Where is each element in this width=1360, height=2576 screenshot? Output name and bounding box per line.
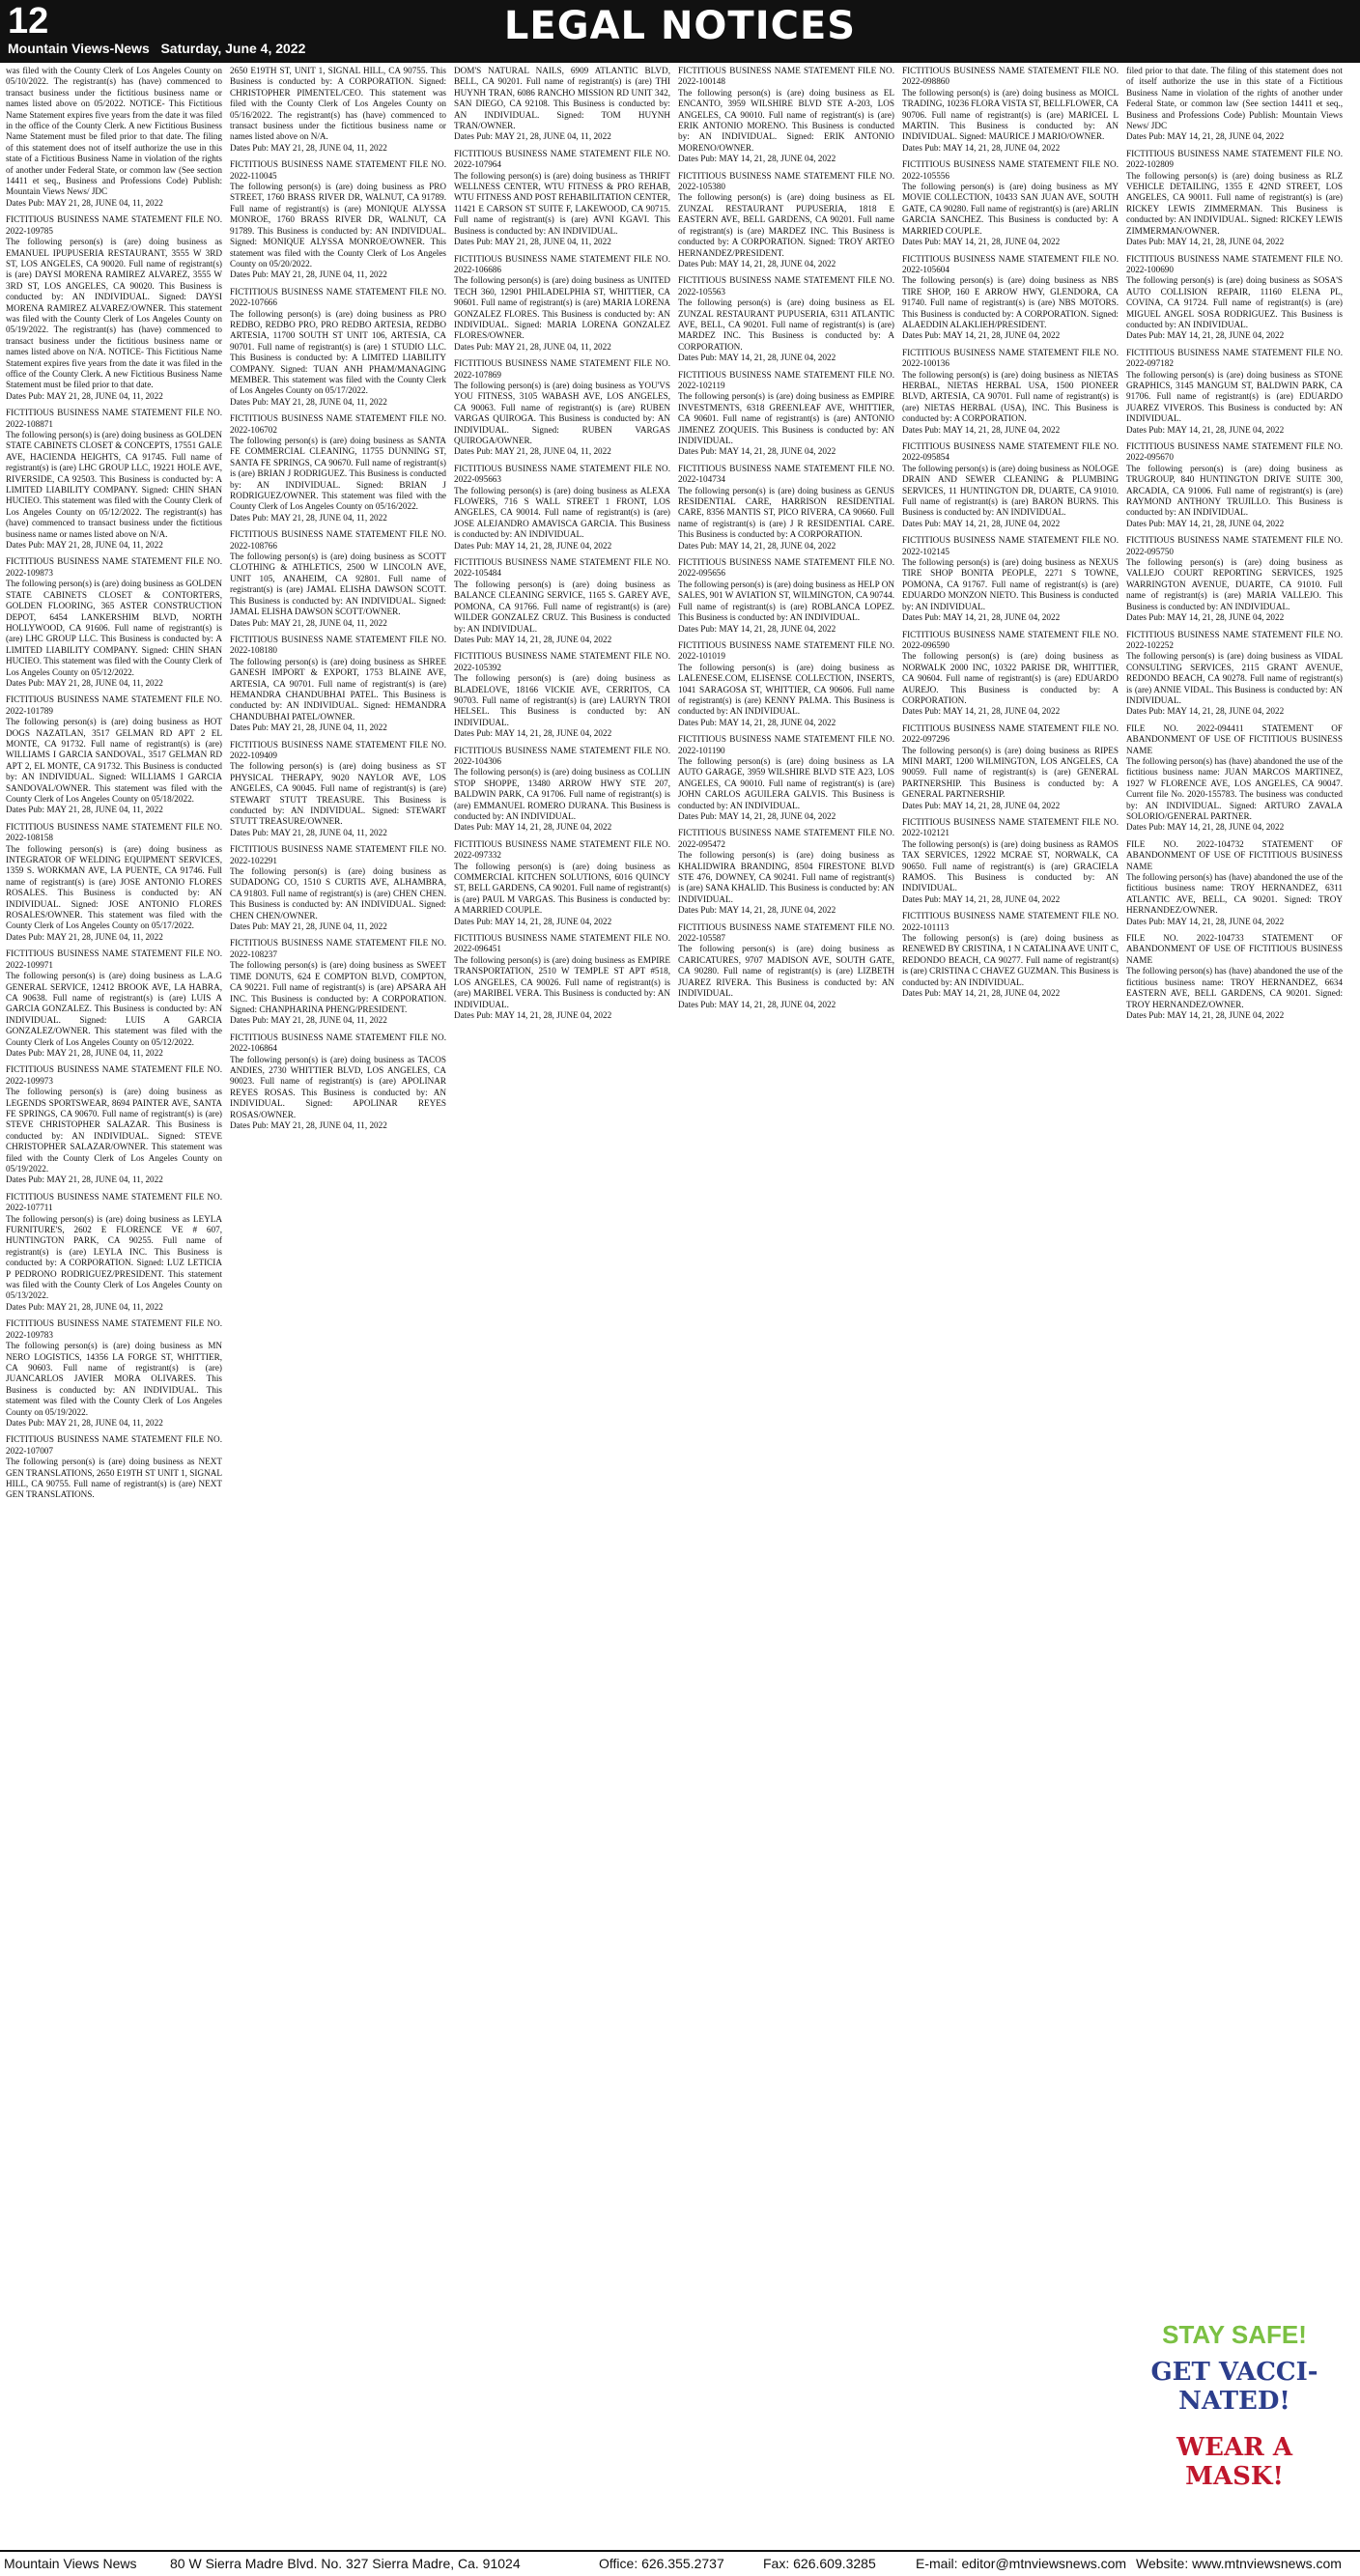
mask-line-1: WEAR A bbox=[1176, 2433, 1293, 2463]
legal-notice bbox=[1126, 254, 1343, 342]
notice-heading: FICTITIOUS BUSINESS NAME STATEMENT FILE NO. 2022-104734 bbox=[678, 463, 894, 485]
notice-heading: FICTITIOUS BUSINESS NAME STATEMENT FILE NO. 2022-109409 bbox=[230, 739, 446, 760]
legal-notice bbox=[230, 635, 446, 734]
notice-heading: FICTITIOUS BUSINESS NAME STATEMENT FILE NO. 2022-106702 bbox=[230, 413, 446, 435]
footer-office: Office: 626.355.2737 bbox=[599, 2556, 724, 2571]
legal-notice bbox=[454, 651, 670, 739]
notice-heading: FICTITIOUS BUSINESS NAME STATEMENT FILE NO. 2022-096451 bbox=[454, 933, 670, 954]
vaccinated-line-1: GET VACCI- bbox=[1150, 2358, 1318, 2388]
notice-body: The following person(s) is (are) doing business as STONE GRAPHICS, 3145 MANGUM ST, BALDWIN PARK, CA 91706. Full name of registrant(s) is (are) EDUARDO JUAREZ VIVEROS. This Business is conducted by: AN INDIVIDUAL. Dates Pub: MAY 14, 21, 28, JUNE 04, 2022 bbox=[1126, 369, 1343, 435]
legal-notice bbox=[678, 275, 894, 363]
notice-heading: FICTITIOUS BUSINESS NAME STATEMENT FILE NO. 2022-105563 bbox=[678, 275, 894, 297]
notice-body: DOM'S NATURAL NAILS, 6909 ATLANTIC BLVD, BELL, CA 90201. Full name of registrant(s) is (are) THI HUYNH TRAN, 6086 RANCHO MISSION RD UNIT 342, SAN DIEGO, CA 92108. This Business is conducted by: AN INDIVIDUAL. Signed: TOM HUYNH TRAN/OWNER. Dates Pub: MAY 21, 28, JUNE 04, 11, 2022 bbox=[454, 66, 670, 142]
footer-email: E-mail: editor@mtnviewsnews.com bbox=[916, 2556, 1127, 2571]
notice-heading: FICTITIOUS BUSINESS NAME STATEMENT FILE NO. 2022-105604 bbox=[902, 253, 1119, 274]
notice-heading: FICTITIOUS BUSINESS NAME STATEMENT FILE NO. 2022-095750 bbox=[1126, 535, 1343, 556]
legal-notice bbox=[678, 828, 894, 916]
notice-heading: FICTITIOUS BUSINESS NAME STATEMENT FILE NO. 2022-105392 bbox=[454, 651, 670, 672]
notice-heading: FICTITIOUS BUSINESS NAME STATEMENT FILE NO. 2022-108180 bbox=[230, 634, 446, 656]
footer-fax: Fax: 626.609.3285 bbox=[763, 2556, 876, 2571]
notice-body: The following person(s) is (are) doing business as SANTA FE COMMERCIAL CLEANING, 11755 DUNNING ST, SANTA FE SPRINGS, CA 90670. Full name of registrant(s) is (are) BRIAN J RODRIGUEZ. This Business is conducted by: AN INDIVIDUAL. Signed: BRIAN J RODRIGUEZ/OWNER. This statement was filed with the County Clerk of Los Angeles County on 05/16/2022. Dates Pub: MAY 21, 28, JUNE 04, 11, 2022 bbox=[230, 436, 446, 523]
notice-body: The following person(s) is (are) doing business as L.A.G GENERAL SERVICE, 12412 BROOK AVE, LA HABRA, CA 90638. Full name of registrant(s) is (are) LUIS A GARCIA GONZALEZ. This Business is conducted by: AN INDIVIDUAL. Signed: LUIS A GARCIA GONZALEZ/OWNER. This statement was filed with the County Clerk of Los Angeles County on 05/12/2022. Dates Pub: MAY 21, 28, JUNE 04, 11, 2022 bbox=[6, 971, 222, 1058]
legal-notice bbox=[230, 287, 446, 408]
column-6 bbox=[1126, 66, 1343, 2548]
legal-notice bbox=[6, 694, 222, 815]
notice-heading: FICTITIOUS BUSINESS NAME STATEMENT FILE NO. 2022-105380 bbox=[678, 170, 894, 192]
notice-heading: FICTITIOUS BUSINESS NAME STATEMENT FILE NO. 2022-106686 bbox=[454, 253, 670, 274]
section-title: LEGAL NOTICES bbox=[503, 4, 857, 48]
notice-heading: FICTITIOUS BUSINESS NAME STATEMENT FILE NO. 2022-108871 bbox=[6, 408, 222, 429]
legal-notice bbox=[902, 66, 1119, 154]
legal-notice bbox=[6, 1434, 222, 1500]
legal-notice bbox=[454, 933, 670, 1021]
masthead-line bbox=[8, 41, 305, 56]
legal-notice bbox=[6, 66, 222, 209]
notice-heading: FICTITIOUS BUSINESS NAME STATEMENT FILE NO. 2022-109785 bbox=[6, 214, 222, 236]
notice-heading: FICTITIOUS BUSINESS NAME STATEMENT FILE NO. 2022-101019 bbox=[678, 639, 894, 662]
notice-body: The following person(s) is (are) doing business as EL ZUNZAL RESTAURANT PUPUSERIA, 1818 E EASTERN AVE, BELL GARDENS, CA 90201. Full name of registrant(s) is (are) MARDEZ INC. This Business is conducted by: A CORPORATION. Signed: TROY ARTEO HERNANDEZ/PRESIDENT. Dates Pub: MAY 14, 21, 28, JUNE 04, 2022 bbox=[678, 192, 894, 269]
legal-notice bbox=[678, 66, 894, 165]
notice-heading: FICTITIOUS BUSINESS NAME STATEMENT FILE NO. 2022-097182 bbox=[1126, 347, 1343, 369]
notice-body: filed prior to that date. The filing of this statement does not of itself authorize the use in this state of a Fictitious Business Name in violation of the rights of another under Federal State, or common law (See section 14411 et seq., Business and Professions Code) Publish: Mountain Views News/ JDC Dates Pub: MAY 14, 21, 28, JUNE 04, 2022 bbox=[1126, 66, 1343, 142]
legal-notice bbox=[6, 948, 222, 1059]
notice-heading: FICTITIOUS BUSINESS NAME STATEMENT FILE NO. 2022-097296 bbox=[902, 722, 1119, 745]
notice-body: The following person(s) is (are) doing business as ALEXA FLOWERS, 716 S WALL STREET 1 FRONT, LOS ANGELES, CA 90014. Full name of registrant(s) is (are) JOSE ALEJANDRO AMAVISCA GARCIA. This Business is conducted by: AN INDIVIDUAL. Dates Pub: MAY 14, 21, 28, JUNE 04, 2022 bbox=[454, 485, 670, 551]
notice-body: The following person(s) is (are) doing business as SWEET TIME DONUTS, 624 E COMPTON BLVD, COMPTON, CA 90221. Full name of registrant(s) is (are) APSARA AH INC. This Business is conducted by: A CORPORATION. Signed: CHANPHARINA PHENG/PRESIDENT. Dates Pub: MAY 21, 28, JUNE 04, 11, 2022 bbox=[230, 960, 446, 1026]
legal-notice bbox=[6, 1064, 222, 1185]
notice-body: The following person(s) is (are) doing business as EMANUEL IPUPUSERIA RESTAURANT, 3555 W 3RD ST, LOS ANGELES, CA 90020. Full name of registrant(s) is (are) DAYSI MORENA RAMIREZ ALVAREZ, 3555 W 3RD ST, LOS ANGELES, CA 90020. This Business is conducted by: AN INDIVIDUAL. Signed: DAYSI MORENA RAMIREZ ALVAREZ/OWNER. This statement was filed with the County Clerk of Los Angeles County on 05/19/2022. The registrant(s) has (have) commenced to transact business under the fictitious business name or names listed above on N/A. NOTICE- This Fictitious Name Statement expires five years from the date it was filed in the office of the County Clerk. A new Fictitious Business Name Statement must be filed prior to that date. Dates Pub: MAY 21, 28, JUNE 04, 11, 2022 bbox=[6, 237, 222, 401]
notice-heading: FICTITIOUS BUSINESS NAME STATEMENT FILE NO. 2022-104306 bbox=[454, 745, 670, 766]
legal-notice bbox=[678, 464, 894, 552]
notice-heading: FICTITIOUS BUSINESS NAME STATEMENT FILE NO. 2022-102145 bbox=[902, 535, 1119, 556]
notice-body: The following person(s) is (are) doing business as ST PHYSICAL THERAPY, 9020 NAYLOR AVE, LOS ANGELES, CA 90045. Full name of registrant(s) is (are) STEWART STUTT TREASURE. This Business is conducted by: AN INDIVIDUAL. Signed: STEWART STUTT TREASURE/OWNER. Dates Pub: MAY 21, 28, JUNE 04, 11, 2022 bbox=[230, 761, 446, 837]
notice-body: The following person(s) is (are) doing business as TRUGROUP, 840 HUNTINGTON DRIVE SUITE 300, ARCADIA, CA 91006. Full name of registrant(s) is (are) RAYMOND ANTHONY TRUJILLO. This Business is conducted by: AN INDIVIDUAL. Dates Pub: MAY 14, 21, 28, JUNE 04, 2022 bbox=[1126, 463, 1343, 528]
legal-notice bbox=[454, 66, 670, 143]
notice-body: The following person(s) is (are) doing business as CARICATURES, 9707 MADISON AVE, SOUTH GATE, CA 90280. Full name of registrant(s) is (are) LIZBETH JUAREZ RIVERA. This Business is conducted by: AN INDIVIDUAL. Dates Pub: MAY 14, 21, 28, JUNE 04, 2022 bbox=[678, 944, 894, 1009]
notice-body: The following person(s) is (are) doing business as NIETAS HERBAL, NIETAS HERBAL USA, 1500 PIONEER BLVD, ARTESIA, CA 90701. Full name of registrant(s) is (are) NIETAS HERBAL (USA), INC. This Business is conducted by: A CORPORATION. Dates Pub: MAY 14, 21, 28, JUNE 04, 2022 bbox=[902, 369, 1119, 435]
notice-body: The following person(s) is (are) doing business as GOLDEN STATE CABINETS CLOSET & CONCEPTS, 17551 GALE AVE, HACIENDA HEIGHTS, CA 91745. Full name of registrant(s) is (are) LHC GROUP LLC, 19221 HOLE AVE, RIVERSIDE, CA 92503. This Business is conducted by: A LIMITED LIABILITY COMPANY. Signed: CHIN SHAN HUCIEO. This statement was filed with the County Clerk of Los Angeles County on 05/12/2022. The registrant(s) has (have) commenced to transact business under the fictitious business name or names listed above on N/A. Dates Pub: MAY 21, 28, JUNE 04, 11, 2022 bbox=[6, 430, 222, 551]
notice-body: The following person(s) is (are) doing business as RIPES MINI MART, 1200 WILMINGTON, LOS ANGELES, CA 90059. Full name of registrant(s) is (are) GENERAL PARTNERSHIP. This Business is conducted by: A GENERAL PARTNERSHIP. Dates Pub: MAY 14, 21, 28, JUNE 04, 2022 bbox=[902, 745, 1119, 810]
legal-notice bbox=[902, 817, 1119, 905]
legal-notice bbox=[6, 214, 222, 402]
legal-notice bbox=[454, 839, 670, 927]
legal-notice bbox=[1126, 441, 1343, 529]
notice-heading: FICTITIOUS BUSINESS NAME STATEMENT FILE NO. 2022-107666 bbox=[230, 286, 446, 308]
notice-body: The following person(s) is (are) doing business as LA AUTO GARAGE, 3959 WILSHIRE BLVD STE A23, LOS ANGELES, CA 90010. Full name of registrant(s) is (are) JOHN CARLOS AGUILERA GALVIS. This Business is conducted by: AN INDIVIDUAL. Dates Pub: MAY 14, 21, 28, JUNE 04, 2022 bbox=[678, 755, 894, 821]
publication-name: Mountain Views-News bbox=[8, 41, 150, 56]
legal-notice bbox=[6, 408, 222, 551]
notice-body: The following person(s) is (are) doing business as THRIFT WELLNESS CENTER, WTU FITNESS & PRO REHAB, WTU FITNESS AND POST REHABILITATION CENTER, 11421 E CARSON ST SUITE F, LAKEWOOD, CA 90715. Full name of registrant(s) is (are) AVNI KGAVI. This Business is conducted by: AN INDIVIDUAL. Dates Pub: MAY 21, 28, JUNE 04, 11, 2022 bbox=[454, 170, 670, 247]
notice-body: The following person(s) is (are) doing business as HELP ON SALES, 901 W AVIATION ST, WILMINGTON, CA 90744. Full name of registrant(s) is (are) ROBLANCA LOPEZ. This Business is conducted by: AN INDIVIDUAL. Dates Pub: MAY 14, 21, 28, JUNE 04, 2022 bbox=[678, 579, 894, 634]
footer-address: 80 W Sierra Madre Blvd. No. 327 Sierra Madre, Ca. 91024 bbox=[170, 2556, 521, 2571]
notice-heading: FICTITIOUS BUSINESS NAME STATEMENT FILE NO. 2022-108158 bbox=[6, 821, 222, 843]
notice-heading: FICTITIOUS BUSINESS NAME STATEMENT FILE NO. 2022-109873 bbox=[6, 556, 222, 578]
notice-heading: FICTITIOUS BUSINESS NAME STATEMENT FILE NO. 2022-102119 bbox=[678, 369, 894, 390]
notice-body: The following person(s) is (are) doing business as PRO REDBO, REDBO PRO, PRO REDBO ARTESIA, REDBO ARTESIA, 11700 SOUTH ST UNIT 106, ARTESIA, CA 90701. Full name of registrant(s) is (are) 1 STUDIO LLC. This Business is conducted by: A LIMITED LIABILITY COMPANY. Signed: TUAN ANH PHAM/MANAGING MEMBER. This statement was filed with the County Clerk of Los Angeles County on 05/17/2022. Dates Pub: MAY 21, 28, JUNE 04, 11, 2022 bbox=[230, 308, 446, 407]
column-6-notices bbox=[1126, 66, 1343, 2307]
notice-body: The following person(s) is (are) doing business as VIDAL CONSULTING SERVICES, 2115 GRANT AVENUE, REDONDO BEACH, CA 90278. Full name of registrant(s) is (are) ANNIE VIDAL. This Business is conducted by: AN INDIVIDUAL. Dates Pub: MAY 14, 21, 28, JUNE 04, 2022 bbox=[1126, 651, 1343, 717]
notice-body: was filed with the County Clerk of Los Angeles County on 05/10/2022. The registrant(s) has (have) commenced to transact business under the fictitious business name or names listed above on 05/2022. NOTICE- This Fictitious Name Statement expires five years from the date it was filed in the office of the County Clerk. A new Fictitious Business Name Statement must be filed prior to that date. The filing of this statement does not of itself authorize the use in this state of a Fictitious Business Name in violation of the rights of another under Federal State, or common law (See section 14411 et seq., Business and Professions Code) Publish: Mountain Views News/ JDC Dates Pub: MAY 21, 28, JUNE 04, 11, 2022 bbox=[6, 66, 222, 208]
legal-notice bbox=[6, 1192, 222, 1313]
notice-heading: FILE NO. 2022-094411 STATEMENT OF ABANDONMENT OF USE OF FICTITIOUS BUSINESS NAME bbox=[1126, 722, 1343, 755]
legal-notice bbox=[230, 413, 446, 524]
footer-website: Website: www.mtnviewsnews.com bbox=[1136, 2556, 1342, 2571]
notice-heading: FICTITIOUS BUSINESS NAME STATEMENT FILE NO. 2022-097332 bbox=[454, 838, 670, 861]
column-4 bbox=[678, 66, 894, 2548]
column-1 bbox=[6, 66, 222, 2548]
vaccinated-line-2: NATED! bbox=[1178, 2387, 1290, 2417]
notice-body: The following person(s) is (are) doing business as BALANCE CLEANING SERVICE, 1165 S. GAREY AVE, POMONA, CA 91766. Full name of registrant(s) is (are) WILDER GONZALEZ CRUZ. This Business is conducted by: AN INDIVIDUAL. Dates Pub: MAY 14, 21, 28, JUNE 04, 2022 bbox=[454, 579, 670, 644]
notice-heading: FICTITIOUS BUSINESS NAME STATEMENT FILE NO. 2022-109783 bbox=[6, 1318, 222, 1340]
notice-heading: FICTITIOUS BUSINESS NAME STATEMENT FILE NO. 2022-107007 bbox=[6, 1434, 222, 1456]
notice-body: The following person(s) is (are) doing business as GENUS RESIDENTIAL CARE, HARRISON RESIDENTIAL CARE, 8356 MANTIS ST, PICO RIVERA, CA 90660. Full name of registrant(s) is (are) J R RESIDENTIAL CARE. This Business is conducted by: A CORPORATION. Dates Pub: MAY 14, 21, 28, JUNE 04, 2022 bbox=[678, 485, 894, 551]
notice-body: The following person(s) is (are) doing business as NBS TIRE SHOP, 160 E ARROW HWY, GLENDORA, CA 91740. Full name of registrant(s) is (are) NBS MOTORS. This Business is conducted by: A CORPORATION. Signed: ALAEDDIN ALAKLIEH/PRESIDENT. Dates Pub: MAY 14, 21, 28, JUNE 04, 2022 bbox=[902, 275, 1119, 341]
legal-notice bbox=[230, 740, 446, 839]
legal-notice bbox=[902, 535, 1119, 623]
notice-body: 2650 E19TH ST, UNIT 1, SIGNAL HILL, CA 90755. This Business is conducted by: A CORPORATION. Signed: CHRISTOPHER PIMENTEL/CEO. This statement was filed with the County Clerk of Los Angeles County on 05/16/2022. The registrant(s) has (have) commenced to transact business under the fictitious business name or names listed above on N/A. Dates Pub: MAY 21, 28, JUNE 04, 11, 2022 bbox=[230, 66, 446, 153]
notice-heading: FICTITIOUS BUSINESS NAME STATEMENT FILE NO. 2022-106864 bbox=[230, 1032, 446, 1054]
issue-date: Saturday, June 4, 2022 bbox=[160, 41, 306, 56]
notice-heading: FICTITIOUS BUSINESS NAME STATEMENT FILE NO. 2022-100136 bbox=[902, 347, 1119, 369]
notice-body: The following person(s) has (have) abandoned the use of the fictitious business name: TROY HERNANDEZ, 6311 ATLANTIC AVE, BELL, CA 90201. Signed: TROY HERNANDEZ/OWNER. Dates Pub: MAY 14, 21, 28, JUNE 04, 2022 bbox=[1126, 872, 1343, 926]
legal-notice bbox=[678, 734, 894, 822]
notice-body: The following person(s) is (are) doing business as RLZ VEHICLE DETAILING, 1355 E 42ND STREET, LOS ANGELES, CA 90011. Full name of registrant(s) is (are) RICKEY LEWIS ZIMMERMAN. This Business is conducted by: AN INDIVIDUAL. Signed: RICKEY LEWIS ZIMMERMAN/OWNER. Dates Pub: MAY 14, 21, 28, JUNE 04, 2022 bbox=[1126, 170, 1343, 247]
stay-safe-text: STAY SAFE! bbox=[1162, 2320, 1307, 2349]
column-2 bbox=[230, 66, 446, 2548]
notice-heading: FICTITIOUS BUSINESS NAME STATEMENT FILE NO. 2022-095670 bbox=[1126, 441, 1343, 463]
notice-body: The following person(s) is (are) doing business as VALLEJO COURT REPORTING SERVICES, 1925 WARRINGTON AVENUE, DUARTE, CA 91010. Full name of registrant(s) is (are) MARIA VALLEJO. This Business is conducted by: AN INDIVIDUAL. Dates Pub: MAY 14, 21, 28, JUNE 04, 2022 bbox=[1126, 557, 1343, 623]
notice-heading: FICTITIOUS BUSINESS NAME STATEMENT FILE NO. 2022-101113 bbox=[902, 911, 1119, 932]
legal-notice bbox=[230, 938, 446, 1026]
notice-body: The following person(s) is (are) doing business as EMPIRE TRANSPORTATION, 2510 W TEMPLE ST APT #518, LOS ANGELES, CA 90026. Full name of registrant(s) is (are) MARIBEL VERA. This Business is conducted by: AN INDIVIDUAL. Dates Pub: MAY 14, 21, 28, JUNE 04, 2022 bbox=[454, 954, 670, 1020]
legal-notice bbox=[454, 557, 670, 645]
notice-heading: FICTITIOUS BUSINESS NAME STATEMENT FILE NO. 2022-101190 bbox=[678, 734, 894, 755]
mask-line-2: MASK! bbox=[1185, 2462, 1284, 2492]
notice-body: The following person(s) is (are) doing business as SUDADONG CO, 1510 S CURTIS AVE, ALHAMBRA, CA 91803. Full name of registrant(s) is (are) CHEN CHEN. This Business is conducted by: AN INDIVIDUAL. Signed: CHEN CHEN/OWNER. Dates Pub: MAY 21, 28, JUNE 04, 11, 2022 bbox=[230, 866, 446, 932]
notice-body: The following person(s) is (are) doing business as EL ENCANTO, 3959 WILSHIRE BLVD STE A-203, LOS ANGELES, CA 90010. Full name of registrant(s) is (are) ERIK ANTONIO MORENO. This Business is conducted by: AN INDIVIDUAL. Signed: ERIK ANTONIO MORENO/OWNER. Dates Pub: MAY 14, 21, 28, JUNE 04, 2022 bbox=[678, 87, 894, 164]
legal-notice bbox=[454, 746, 670, 834]
notice-body: The following person(s) is (are) doing business as LEGENDS SPORTSWEAR, 8694 PAINTER AVE, SANTA FE SPRINGS, CA 90670. Full name of registrant(s) is (are) STEVE CHRISTOPHER SALAZAR. This Business is conducted by: AN INDIVIDUAL. Signed: STEVE CHRISTOPHER SALAZAR/OWNER. This statement was filed with the County Clerk of Los Angeles County on 05/19/2022. Dates Pub: MAY 21, 28, JUNE 04, 11, 2022 bbox=[6, 1087, 222, 1185]
notice-body: The following person(s) is (are) doing business as COMMERCIAL KITCHEN SOLUTIONS, 6016 QUINCY ST, BELL GARDENS, CA 90201. Full name of registrant(s) is (are) PAUL M VARGAS. This Business is conducted by: A MARRIED COUPLE. Dates Pub: MAY 14, 21, 28, JUNE 04, 2022 bbox=[454, 861, 670, 926]
legal-notice bbox=[230, 844, 446, 932]
footer-paper: Mountain Views News bbox=[4, 2556, 137, 2571]
notice-heading: FICTITIOUS BUSINESS NAME STATEMENT FILE NO. 2022-109971 bbox=[6, 948, 222, 970]
notice-body: The following person(s) has (have) abandoned the use of the fictitious business name: JUAN MARCOS MARTINEZ, 1927 W FLORENCE AVE, LOS ANGELES, CA 90047. Current file No. 2020-155783. The business was conducted by: AN INDIVIDUAL. Signed: ARTURO ZAVALA SOLORIO/GENERAL PARTNER. Dates Pub: MAY 14, 21, 28, JUNE 04, 2022 bbox=[1126, 755, 1343, 833]
notice-heading: FICTITIOUS BUSINESS NAME STATEMENT FILE NO. 2022-102809 bbox=[1126, 148, 1343, 170]
notice-body: The following person(s) is (are) doing business as KHALIDWIRA BRANDING, 8504 FIRESTONE BLVD STE 476, DOWNEY, CA 90241. Full name of registrant(s) is (are) SANA KHALID. This Business is conducted by: AN INDIVIDUAL. Dates Pub: MAY 14, 21, 28, JUNE 04, 2022 bbox=[678, 850, 894, 916]
header-divider bbox=[0, 60, 1360, 63]
notice-body: The following person(s) is (are) doing business as NORWALK 2000 INC, 10322 PARISE DR, WHITTIER, CA 90604. Full name of registrant(s) is (are) EDUARDO AUREJO. This Business is conducted by: A CORPORATION. Dates Pub: MAY 14, 21, 28, JUNE 04, 2022 bbox=[902, 651, 1119, 717]
notice-heading: FILE NO. 2022-104732 STATEMENT OF ABANDONMENT OF USE OF FICTITIOUS BUSINESS NAME bbox=[1126, 838, 1343, 871]
notice-body: The following person(s) is (are) doing business as BLADELOVE, 18166 VICKIE AVE, CERRITOS, CA 90703. Full name of registrant(s) is (are) LAURYN TROI HELSEL. This Business is conducted by: AN INDIVIDUAL. Dates Pub: MAY 14, 21, 28, JUNE 04, 2022 bbox=[454, 673, 670, 739]
legal-notice bbox=[678, 922, 894, 1010]
notice-body: The following person(s) is (are) doing business as NEXT GEN TRANSLATIONS, 2650 E19TH ST UNIT 1, SIGNAL HILL, CA 90755. Full name of registrant(s) is (are) NEXT GEN TRANSLATIONS. bbox=[6, 1457, 222, 1500]
get-vaccinated-text bbox=[1126, 2358, 1343, 2416]
legal-notice bbox=[454, 358, 670, 458]
legal-notice bbox=[454, 149, 670, 248]
notice-heading: FICTITIOUS BUSINESS NAME STATEMENT FILE NO. 2022-096590 bbox=[902, 629, 1119, 650]
notice-body: The following person(s) is (are) doing business as INTEGRATOR OF WELDING EQUIPMENT SERVICES, 1359 S. WORKMAN AVE, LA PUENTE, CA 91746. Full name of registrant(s) is (are) JOSE ANTONIO FLORES ROSALES. This Business is conducted by: AN INDIVIDUAL. Signed: JOSE ANTONIO FLORES ROSALES/OWNER. This statement was filed with the County Clerk of Los Angeles County on 05/17/2022. Dates Pub: MAY 21, 28, JUNE 04, 11, 2022 bbox=[6, 843, 222, 942]
legal-notice bbox=[678, 370, 894, 458]
legal-notice bbox=[454, 464, 670, 552]
notice-body: The following person(s) is (are) doing business as UNITED TECH 360, 12901 PHILADELPHIA ST, WHITTIER, CA 90601. Full name of registrant(s) is (are) MARIA LORENA GONZALEZ FLORES. This Business is conducted by: AN INDIVIDUAL. Signed: MARIA LORENA GONZALEZ FLORES/OWNER. Dates Pub: MAY 21, 28, JUNE 04, 11, 2022 bbox=[454, 275, 670, 352]
page-header bbox=[0, 0, 1360, 60]
notice-body: The following person(s) is (are) doing business as MY MOVIE COLLECTION, 10433 SAN JUAN AVE, SOUTH GATE, CA 90280. Full name of registrant(s) is (are) ARLIN GARCIA SANCHEZ. This Business is conducted by: A MARRIED COUPLE. Dates Pub: MAY 14, 21, 28, JUNE 04, 2022 bbox=[902, 182, 1119, 247]
notice-body: The following person(s) is (are) doing business as HOT DOGS NAZATLAN, 3517 GELMAN RD APT 2 EL MONTE, CA 91732. Full name of registrant(s) is (are) WILLIAMS I GARCIA SANDOVAL, 3517 GELMAN RD APT 2, EL MONTE, CA 91732. This Business is conducted by: AN INDIVIDUAL. Signed: WILLIAMS I GARCIA SANDOVAL/OWNER. This statement was filed with the County Clerk of Los Angeles County on 05/18/2022. Dates Pub: MAY 21, 28, JUNE 04, 11, 2022 bbox=[6, 717, 222, 815]
notice-columns bbox=[6, 66, 1354, 2548]
notice-heading: FICTITIOUS BUSINESS NAME STATEMENT FILE NO. 2022-100690 bbox=[1126, 253, 1343, 274]
notice-heading: FICTITIOUS BUSINESS NAME STATEMENT FILE NO. 2022-107869 bbox=[454, 358, 670, 380]
notice-heading: FICTITIOUS BUSINESS NAME STATEMENT FILE NO. 2022-109973 bbox=[6, 1064, 222, 1086]
legal-notice bbox=[230, 66, 446, 154]
notice-body: The following person(s) is (are) doing business as GOLDEN STATE CABINETS CLOSET & CONTORTERS, GOLDEN FLOORING, 365 ASTER CONSTRUCTION DEPOT, 6454 LANKERSHIM BLVD, NORTH HOLLYWOOD, CA 91606. Full name of registrant(s) is (are) LHC GROUP LLC. This Business is conducted by: A LIMITED LIABILITY COMPANY. Signed: CHIN SHAN HUCIEO. This statement was filed with the County Clerk of Los Angeles County on 05/12/2022. Dates Pub: MAY 21, 28, JUNE 04, 11, 2022 bbox=[6, 579, 222, 688]
wear-mask-text bbox=[1126, 2433, 1343, 2491]
legal-notice bbox=[1126, 933, 1343, 1021]
notice-body: The following person(s) is (are) doing business as EL ZUNZAL RESTAURANT PUPUSERIA, 6311 ATLANTIC AVE, BELL, CA 90201. Full name of registrant(s) is (are) MARDEZ INC. This Business is conducted by: A CORPORATION. Dates Pub: MAY 14, 21, 28, JUNE 04, 2022 bbox=[678, 297, 894, 363]
page-number: 12 bbox=[8, 1, 49, 42]
legal-notice bbox=[902, 630, 1119, 718]
legal-notice bbox=[1126, 723, 1343, 834]
notice-body: The following person(s) is (are) doing business as NOLOGE DRAIN AND SEWER CLEANING & PLUMBING SERVICES, 11 HUNTINGTON DR, DUARTE, CA 91010. Full name of registrant(s) is (are) BARON BURNS. This Business is conducted by: AN INDIVIDUAL. Dates Pub: MAY 14, 21, 28, JUNE 04, 2022 bbox=[902, 463, 1119, 528]
notice-body: The following person(s) is (are) doing business as SHREE GANESH IMPORT & EXPORT, 1753 BLAINE AVE, ARTESIA, CA 90701. Full name of registrant(s) is (are) HEMANDRA CHANDUBHAI PATEL. This Business is conducted by: AN INDIVIDUAL. Signed: HEMANDRA CHANDUBHAI PATEL/OWNER. Dates Pub: MAY 21, 28, JUNE 04, 11, 2022 bbox=[230, 656, 446, 733]
notice-heading: FICTITIOUS BUSINESS NAME STATEMENT FILE NO. 2022-107711 bbox=[6, 1191, 222, 1213]
legal-notice bbox=[902, 911, 1119, 999]
legal-notice bbox=[1126, 630, 1343, 718]
legal-notice bbox=[1126, 149, 1343, 248]
legal-notice bbox=[678, 171, 894, 270]
notice-heading: FICTITIOUS BUSINESS NAME STATEMENT FILE NO. 2022-110045 bbox=[230, 159, 446, 181]
notice-heading: FICTITIOUS BUSINESS NAME STATEMENT FILE NO. 2022-095656 bbox=[678, 557, 894, 579]
notice-body: The following person(s) has (have) abandoned the use of the fictitious business name: TROY HERNANDEZ, 6634 EASTERN AVE, BELL GARDENS, CA 90201. Signed: TROY HERNANDEZ/OWNER. Dates Pub: MAY 14, 21, 28, JUNE 04, 2022 bbox=[1126, 966, 1343, 1020]
legal-notice bbox=[6, 1318, 222, 1429]
notice-body: The following person(s) is (are) doing business as LEYLA FURNITURE'S, 2602 E FLORENCE VE # 607, HUNTINGTON PARK, CA 90255. Full name of registrant(s) is (are) LEYLA INC. This Business is conducted by: A CORPORATION. Signed: LUZ LETICIA P PEDRONO RODRIGUEZ/PRESIDENT. This statement was filed with the County Clerk of Los Angeles County on 05/13/2022. Dates Pub: MAY 21, 28, JUNE 04, 11, 2022 bbox=[6, 1213, 222, 1312]
notice-body: The following person(s) is (are) doing business as COLLIN STOP SHOPPE, 13480 ARROW HWY STE 207, BALDWIN PARK, CA 91706. Full name of registrant(s) is (are) EMMANUEL ROMERO DURANA. This Business is conducted by: AN INDIVIDUAL. Dates Pub: MAY 14, 21, 28, JUNE 04, 2022 bbox=[454, 767, 670, 833]
legal-notice bbox=[1126, 535, 1343, 623]
notice-heading: FICTITIOUS BUSINESS NAME STATEMENT FILE NO. 2022-105484 bbox=[454, 557, 670, 579]
notice-heading: FICTITIOUS BUSINESS NAME STATEMENT FILE NO. 2022-095472 bbox=[678, 828, 894, 849]
legal-notice bbox=[1126, 348, 1343, 436]
notice-heading: FICTITIOUS BUSINESS NAME STATEMENT FILE NO. 2022-105556 bbox=[902, 159, 1119, 181]
notice-heading: FICTITIOUS BUSINESS NAME STATEMENT FILE NO. 2022-105587 bbox=[678, 921, 894, 944]
legal-notice bbox=[6, 822, 222, 943]
legal-notice bbox=[230, 529, 446, 629]
notice-body: The following person(s) is (are) doing business as SOSA'S AUTO COLLISION REPAIR, 11160 ELENA PL, COVINA, CA 91724. Full name of registrant(s) is (are) MIGUEL ANGEL SOSA RODRIGUEZ. This Business is conducted by: AN INDIVIDUAL. Dates Pub: MAY 14, 21, 28, JUNE 04, 2022 bbox=[1126, 275, 1343, 341]
column-5 bbox=[902, 66, 1119, 2548]
legal-notice bbox=[678, 557, 894, 635]
legal-notice bbox=[902, 723, 1119, 811]
notice-heading: FICTITIOUS BUSINESS NAME STATEMENT FILE NO. 2022-101789 bbox=[6, 694, 222, 716]
legal-notice bbox=[678, 640, 894, 728]
legal-notice bbox=[1126, 66, 1343, 143]
notice-heading: FICTITIOUS BUSINESS NAME STATEMENT FILE NO. 2022-102252 bbox=[1126, 629, 1343, 650]
legal-notice bbox=[902, 348, 1119, 436]
notice-body: The following person(s) is (are) doing business as LALENESE.COM, ELISENSE COLLECTION, INSERTS, 1041 SARAGOSA ST, WHITTIER, CA 90606. Full name of registrant(s) is (are) KENNY PALMA. This Business is conducted by: AN INDIVIDUAL. Dates Pub: MAY 14, 21, 28, JUNE 04, 2022 bbox=[678, 662, 894, 727]
notice-heading: FICTITIOUS BUSINESS NAME STATEMENT FILE NO. 2022-095663 bbox=[454, 463, 670, 485]
notice-body: The following person(s) is (are) doing business as NEXUS TIRE SHOP BONITA PEOPLE, 2271 S TOWNE, POMONA, CA 91767. Full name of registrant(s) is (are) EDUARDO MONZON NIETO. This Business is conducted by: AN INDIVIDUAL. Dates Pub: MAY 14, 21, 28, JUNE 04, 2022 bbox=[902, 557, 1119, 623]
notice-heading: FICTITIOUS BUSINESS NAME STATEMENT FILE NO. 2022-108766 bbox=[230, 529, 446, 551]
legal-notice bbox=[454, 254, 670, 354]
notice-heading: FICTITIOUS BUSINESS NAME STATEMENT FILE NO. 2022-107964 bbox=[454, 148, 670, 170]
notice-heading: FICTITIOUS BUSINESS NAME STATEMENT FILE NO. 2022-095854 bbox=[902, 441, 1119, 463]
legal-notice bbox=[1126, 839, 1343, 927]
notice-body: The following person(s) is (are) doing business as PRO STREET, 1760 BRASS RIVER DR, WALNUT, CA 91789. Full name of registrant(s) is (are) MONIQUE ALYSSA MONROE, 1760 BRASS RIVER DR, WALNUT, CA 91789. This Business is conducted by: AN INDIVIDUAL. Signed: MONIQUE ALYSSA MONROE/OWNER. This statement was filed with the County Clerk of Los Angeles County on 05/20/2022. Dates Pub: MAY 21, 28, JUNE 04, 11, 2022 bbox=[230, 182, 446, 280]
health-ad bbox=[1126, 2316, 1343, 2548]
page-footer bbox=[0, 2550, 1360, 2576]
notice-body: The following person(s) is (are) doing business as RAMOS TAX SERVICES, 12922 MCRAE ST, NORWALK, CA 90650. Full name of registrant(s) is (are) GRACIELA RAMOS. This Business is conducted by: AN INDIVIDUAL. Dates Pub: MAY 14, 21, 28, JUNE 04, 2022 bbox=[902, 838, 1119, 904]
legal-notice bbox=[6, 556, 222, 689]
notice-heading: FICTITIOUS BUSINESS NAME STATEMENT FILE NO. 2022-102291 bbox=[230, 844, 446, 865]
notice-body: The following person(s) is (are) doing business as MN NERO LOGISTICS, 14356 LA FORGE ST, WHITTIER, CA 90603. Full name of registrant(s) is (are) JUANCARLOS JAVIER MORA OLIVARES. This Business is conducted by: AN INDIVIDUAL. This statement was filed with the County Clerk of Los Angeles County on 05/19/2022. Dates Pub: MAY 21, 28, JUNE 04, 11, 2022 bbox=[6, 1341, 222, 1428]
notice-body: The following person(s) is (are) doing business as SCOTT CLOTHING & ATHLETICS, 2500 W LINCOLN AVE, UNIT 105, ANAHEIM, CA 92801. Full name of registrant(s) is (are) JAMAL ELISHA DAWSON SCOTT. This Business is conducted by: AN INDIVIDUAL. Signed: JAMAL ELISHA DAWSON SCOTT/OWNER. Dates Pub: MAY 21, 28, JUNE 04, 11, 2022 bbox=[230, 552, 446, 628]
notice-body: The following person(s) is (are) doing business as TACOS ANDIES, 2730 WHITTIER BLVD, LOS ANGELES, CA 90023. Full name of registrant(s) is (are) APOLINAR REYES ROSAS. This Business is conducted by: AN INDIVIDUAL. Signed: APOLINAR REYES ROSAS/OWNER. Dates Pub: MAY 21, 28, JUNE 04, 11, 2022 bbox=[230, 1054, 446, 1130]
legal-notice bbox=[902, 254, 1119, 342]
legal-notice bbox=[902, 441, 1119, 529]
notice-body: The following person(s) is (are) doing business as RENEWED BY CRISTINA, 1 N CATALINA AVE UNIT C, REDONDO BEACH, CA 90277. Full name of registrant(s) is (are) CRISTINA C CHAVEZ GUZMAN. This Business is conducted by: AN INDIVIDUAL. Dates Pub: MAY 14, 21, 28, JUNE 04, 2022 bbox=[902, 933, 1119, 999]
notice-heading: FICTITIOUS BUSINESS NAME STATEMENT FILE NO. 2022-108237 bbox=[230, 938, 446, 959]
notice-body: The following person(s) is (are) doing business as EMPIRE INVESTMENTS, 6318 GREENLEAF AVE, WHITTIER, CA 90601. Full name of registrant(s) is (are) ANTONIO JIMENEZ ZOQUEIS. This Business is conducted by: AN INDIVIDUAL. Dates Pub: MAY 14, 21, 28, JUNE 04, 2022 bbox=[678, 391, 894, 457]
notice-heading: FICTITIOUS BUSINESS NAME STATEMENT FILE NO. 2022-098860 bbox=[902, 66, 1119, 87]
notice-body: The following person(s) is (are) doing business as YOU'VS YOU FITNESS, 3105 WABASH AVE, LOS ANGELES, CA 90063. Full name of registrant(s) is (are) RUBEN VARGAS QUIROGA. This Business is conducted by: AN INDIVIDUAL. Signed: RUBEN VARGAS QUIROGA/OWNER. Dates Pub: MAY 21, 28, JUNE 04, 11, 2022 bbox=[454, 380, 670, 457]
legal-notice bbox=[230, 1033, 446, 1132]
notice-heading: FICTITIOUS BUSINESS NAME STATEMENT FILE NO. 2022-102121 bbox=[902, 817, 1119, 838]
notice-heading: FICTITIOUS BUSINESS NAME STATEMENT FILE NO. 2022-100148 bbox=[678, 66, 894, 87]
legal-notice bbox=[902, 159, 1119, 247]
notice-body: The following person(s) is (are) doing business as MOICL TRADING, 10236 FLORA VISTA ST, BELLFLOWER, CA 90706. Full name of registrant(s) is (are) MARICEL L MARTIN. This Business is conducted by: AN INDIVIDUAL. Signed: MAURICE J MARIO/OWNER. Dates Pub: MAY 14, 21, 28, JUNE 04, 2022 bbox=[902, 87, 1119, 153]
legal-notice bbox=[230, 159, 446, 280]
notice-heading: FILE NO. 2022-104733 STATEMENT OF ABANDONMENT OF USE OF FICTITIOUS BUSINESS NAME bbox=[1126, 933, 1343, 965]
column-3 bbox=[454, 66, 670, 2548]
